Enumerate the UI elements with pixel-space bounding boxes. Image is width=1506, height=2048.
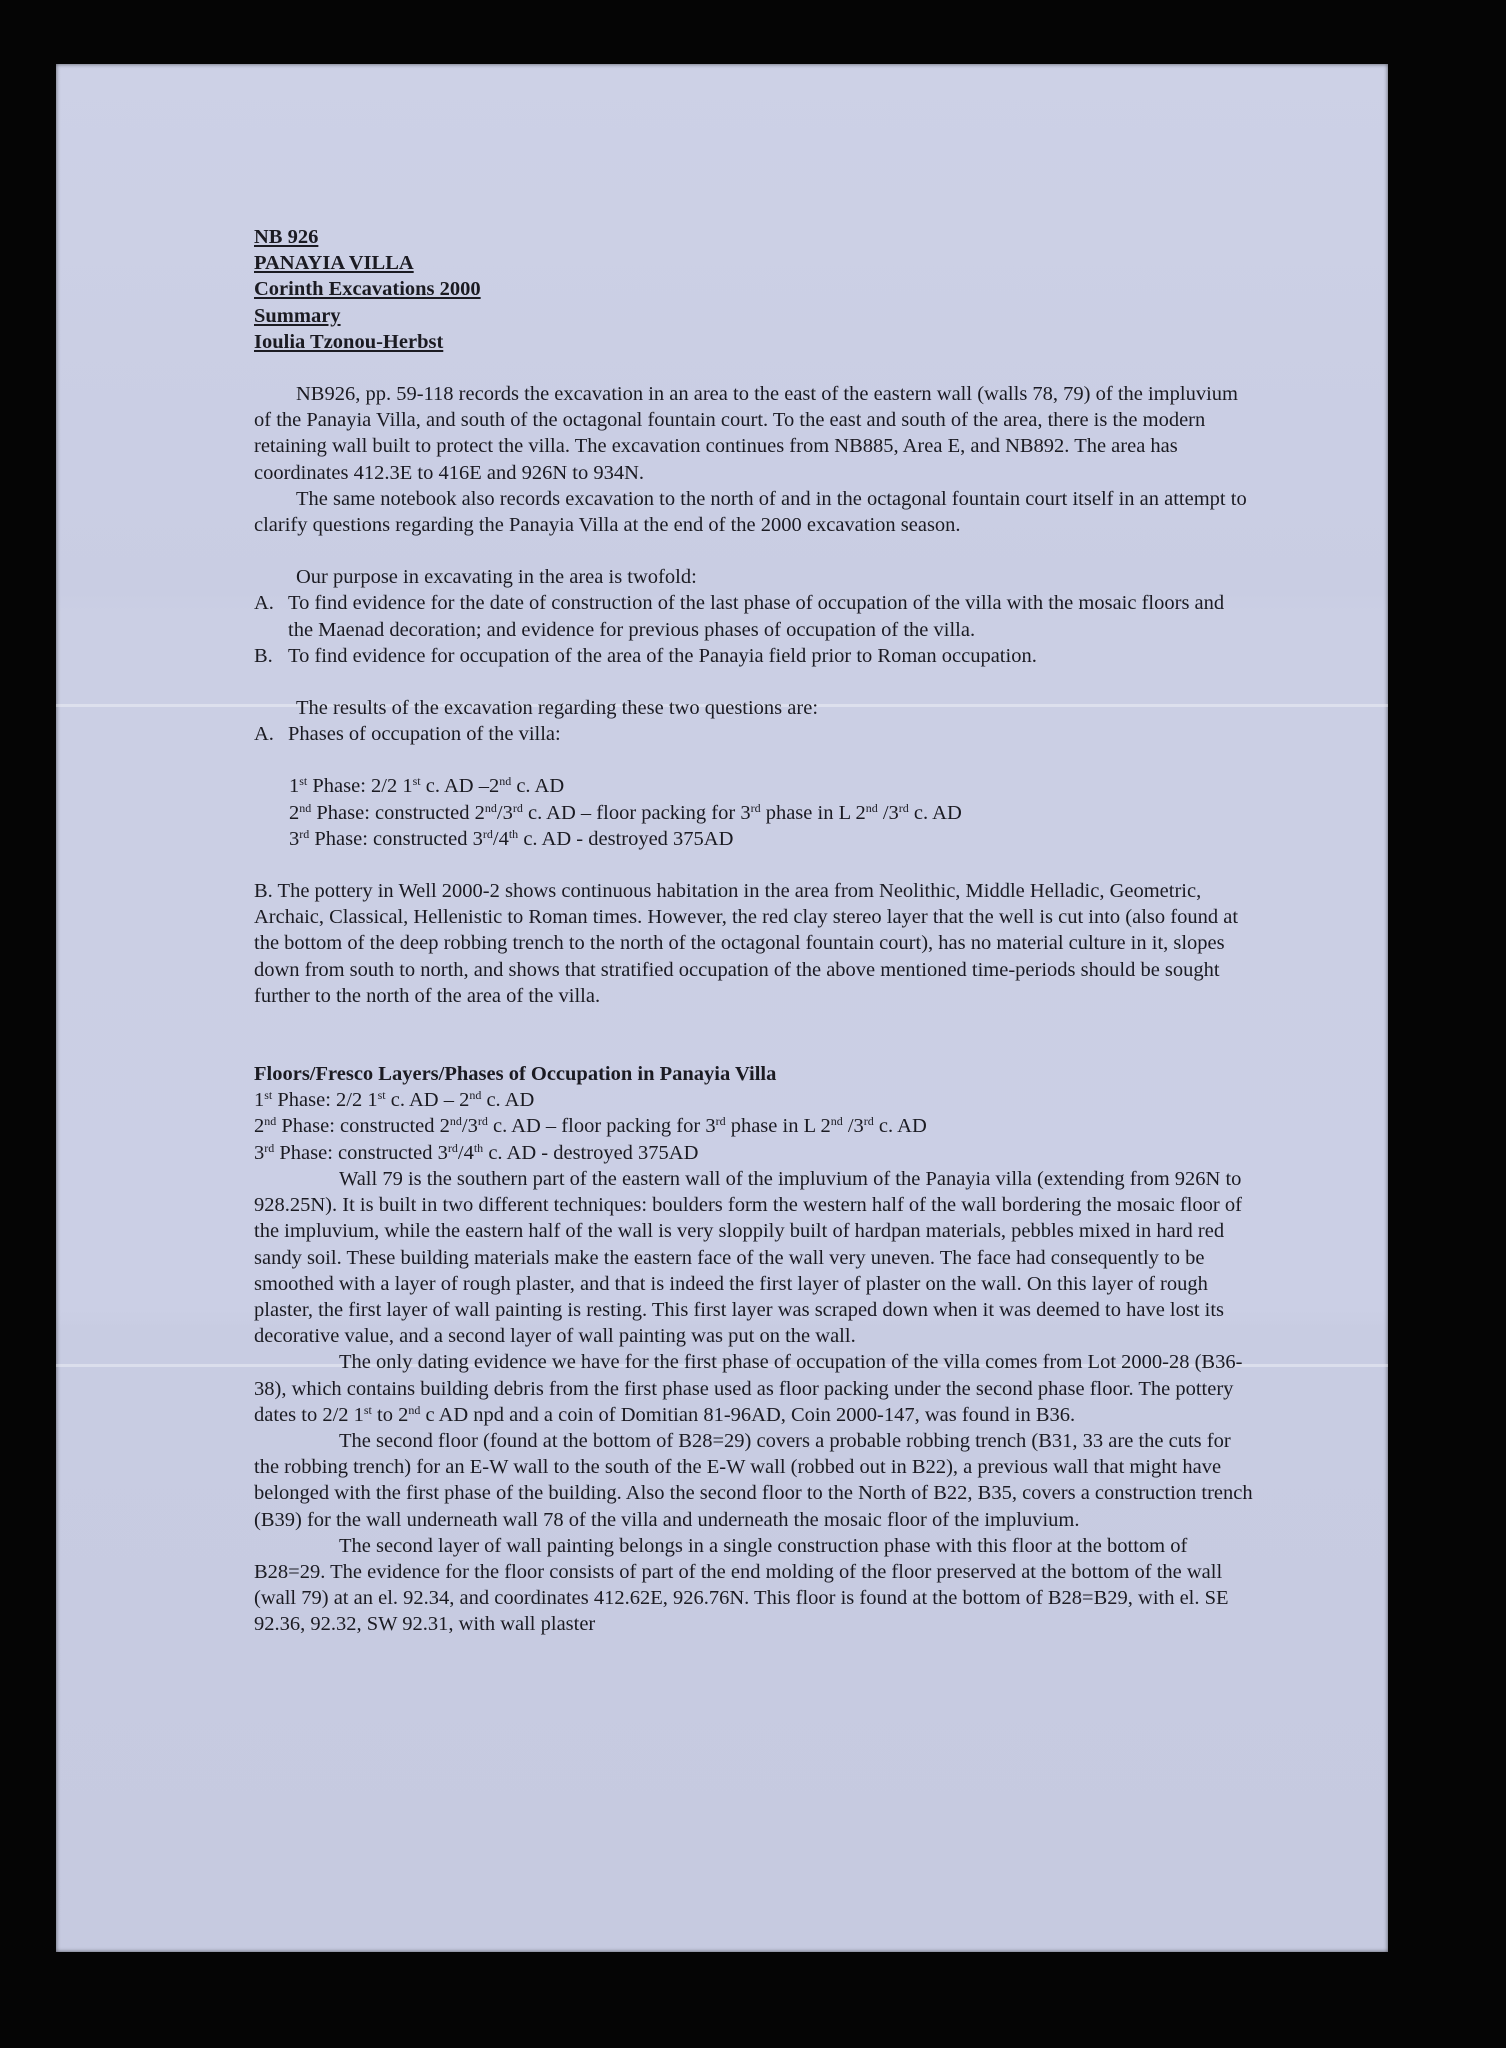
phase-line: 3rd Phase: constructed 3rd/4th c. AD - destroyed 375AD bbox=[254, 1140, 699, 1164]
list-marker: B. bbox=[254, 644, 273, 667]
phase-line: 2nd Phase: constructed 2nd/3rd c. AD – floor packing for 3rd phase in L 2nd /3rd c. AD bbox=[254, 1114, 927, 1138]
header-block bbox=[254, 224, 1254, 355]
list-text: Phases of occupation of the villa: bbox=[288, 723, 561, 746]
document-type: Summary bbox=[254, 304, 341, 327]
list-item bbox=[254, 643, 1254, 669]
list-text: To find evidence for occupation of the area of the Panayia field prior to Roman occupation. bbox=[288, 644, 1037, 667]
author-name: Ioulia Tzonou-Herbst bbox=[254, 330, 444, 353]
list-marker: A. bbox=[254, 592, 274, 615]
body-paragraph: The second floor (found at the bottom of B28=29) covers a probable robbing trench (B31, 33 are the cuts for the robbing trench) for an E-W wall to the south of the E-W wall (robbed out in B22), a previous wall that might have belonged with the first phase of the building. Also the second floor to the North of B22, B35, covers a construction trench (B39) for the wall underneath wall 78 of the villa and underneath the mosaic floor of the impluvium. bbox=[254, 1429, 1253, 1531]
project-name: Corinth Excavations 2000 bbox=[254, 278, 481, 301]
document-body bbox=[254, 224, 1254, 1638]
site-name: PANAYIA VILLA bbox=[254, 252, 414, 275]
results-b-paragraph: B. The pottery in Well 2000-2 shows continuous habitation in the area from Neolithic, Middle Helladic, Geometric, Archaic, Classical, Hellenistic to Roman times. However, the red clay stereo layer that the well is cut into (also found at the bottom of the deep robbing trench to the north of the octagonal fountain court), has no material culture in it, slopes down from south to north, and shows that stratified occupation of the above mentioned time-periods should be sought further to the north of the area of the villa. bbox=[254, 880, 1239, 1007]
body-paragraph: The only dating evidence we have for the first phase of occupation of the villa comes from Lot 2000-28 (B36-38), which contains building debris from the first phase used as floor packing under the second phase floor. The pottery dates to 2/2 1st to 2nd c AD npd and a coin of Domitian 81-96AD, Coin 2000-147, was found in B36. bbox=[254, 1351, 1243, 1426]
body-paragraph: Wall 79 is the southern part of the eastern wall of the impluvium of the Panayia villa (extending from 926N to 928.25N). It is built in two different techniques: boulders form the western half of the wall bordering the mosaic floor of the impluvium, while the eastern half of the wall is very sloppily built of hardpan materials, pebbles mixed in hard red sandy soil. These building materials make the eastern face of the wall very uneven. The face had consequently to be smoothed with a layer of rough plaster, and that is indeed the first layer of plaster on the wall. On this layer of rough plaster, the first layer of wall painting is resting. This first layer was scraped down when it was deemed to have lost its decorative value, and a second layer of wall painting was put on the wall. bbox=[254, 1167, 1242, 1348]
phase-line: 3rd Phase: constructed 3rd/4th c. AD - destroyed 375AD bbox=[289, 826, 734, 850]
phase-line: 2nd Phase: constructed 2nd/3rd c. AD – floor packing for 3rd phase in L 2nd /3rd c. AD bbox=[289, 800, 962, 824]
section-title: Floors/Fresco Layers/Phases of Occupation in Panayia Villa bbox=[254, 1063, 777, 1086]
list-item bbox=[254, 590, 1254, 642]
phase-line: 1st Phase: 2/2 1st c. AD – 2nd c. AD bbox=[254, 1088, 535, 1112]
body-paragraph: The second layer of wall painting belongs in a single construction phase with this floor at the bottom of B28=29. The evidence for the floor consists of part of the end molding of the floor preserved at the bottom of the wall (wall 79) at an el. 92.34, and coordinates 412.62E, 926.76N. This floor is found at the bottom of B28=B29, with el. SE 92.36, 92.32, SW 92.31, with wall plaster bbox=[254, 1534, 1229, 1636]
paper-sheet bbox=[56, 64, 1388, 1952]
purpose-lead: Our purpose in excavating in the area is twofold: bbox=[296, 566, 697, 589]
intro-paragraph: The same notebook also records excavation to the north of and in the octagonal fountain court itself in an attempt to clarify questions regarding the Panayia Villa at the end of the 2000 excavation season. bbox=[254, 487, 1247, 537]
list-text: To find evidence for the date of construction of the last phase of occupation of the villa with the mosaic floors and the Maenad decoration; and evidence for previous phases of occupation of the villa. bbox=[288, 592, 1225, 641]
results-lead: The results of the excavation regarding these two questions are: bbox=[296, 697, 819, 720]
phase-line: 1st Phase: 2/2 1st c. AD –2nd c. AD bbox=[289, 774, 565, 798]
list-item bbox=[254, 721, 1254, 747]
intro-paragraph: NB926, pp. 59-118 records the excavation in an area to the east of the eastern wall (walls 78, 79) of the impluvium of the Panayia Villa, and south of the octagonal fountain court. To the east and south of the area, there is the modern retaining wall built to protect the villa. The excavation continues from NB885, Area E, and NB892. The area has coordinates 412.3E to 416E and 926N to 934N. bbox=[254, 383, 1238, 484]
list-marker: A. bbox=[254, 723, 274, 746]
notebook-number: NB 926 bbox=[254, 226, 319, 248]
